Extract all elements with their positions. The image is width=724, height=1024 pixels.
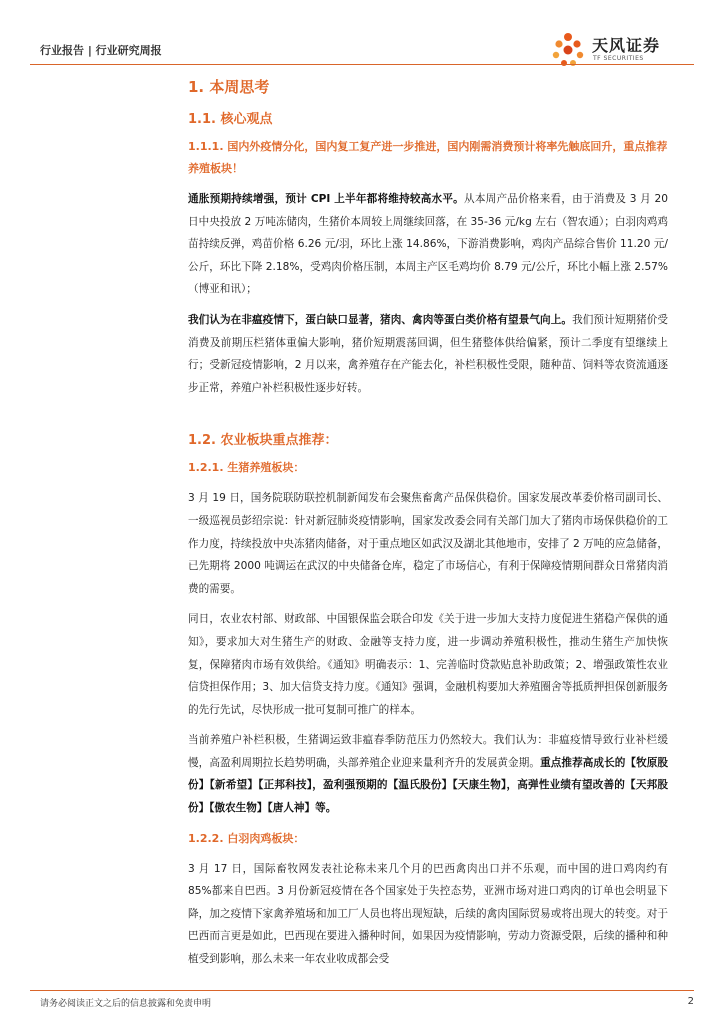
page-header xyxy=(40,30,690,64)
section-title-key-recommendations: 1.2. 农业板块重点推荐： xyxy=(188,433,338,449)
paragraph-inflation-lead: 通胀预期持续增强，预计 CPI 上半年都将维持较高水平。 xyxy=(188,193,464,205)
paragraph-brazil-exports: 3 月 17 日，国际畜牧网发表社论称未来几个月的巴西禽肉出口并不乐观，而中国的进口鸡肉约有 85%都来自巴西。3 月份新冠疫情在各个国家处于失控态势，亚洲市场对进口鸡肉的订单也会明显下降，加之疫情下家禽养殖场和加工厂人员也将出现短缺，后续的禽肉国际贸易或将出现大的转变。对于巴西而言更是如此，巴西现在要进入播种时间，如果因为疫情影响，劳动力资源受限，后续的播种和种植受到影响，那么未来一年农业收成都会受 xyxy=(188,862,668,966)
subsection-title-broiler: 1.2.2. 白羽肉鸡板块： xyxy=(188,831,305,845)
paragraph-recommendations-stocks: 重点推荐高成长的【牧原股份】【新希望】【正邦科技】，盈利强预期的【温氏股份】【天康生物】，高弹性业绩有望改善的【天邦股份】【傲农生物】【唐人神】等。 xyxy=(188,756,669,815)
section-title-core-views: 1.1. 核心观点 xyxy=(188,112,273,127)
section-title-weekly-thoughts: 1. 本周思考 xyxy=(188,78,270,96)
main-content xyxy=(188,70,668,971)
paragraph-recommendations-body: 当前养殖户补栏积极，生猪调运致非瘟春季防范压力仍然较大。我们认为：非瘟疫情导致行业补栏缓慢，高盈利周期拉长趋势明确，头部养殖企业迎来量利齐升的发展黄金期。 xyxy=(188,734,668,769)
paragraph-inflation-body: 从本周产品价格来看，由于消费及 3 月 20 日中央投放 2 万吨冻储肉，生猪价本周较上周继续回落，在 35-36 元/kg 左右（智农通）；白羽肉鸡鸡苗持续反弹，鸡苗价格 6.26 元/羽，环比上涨 14.86%，下游消费影响，鸡肉产品综合售价 11.20 元/公斤，环比下降 2.18%，受鸡肉价格压制，本周主产区毛鸡均价 8.79 元/公斤，环比小幅上涨 2.57%（博亚和讯）； xyxy=(188,193,668,296)
page-number: 2 xyxy=(687,996,694,1007)
paragraph-recommendations xyxy=(188,729,668,819)
paragraph-ministry-notice: 同日，农业农村部、财政部、中国银保监会联合印发《关于进一步加大支持力度促进生猪稳产保供的通知》，要求加大对生猪生产的财政、金融等支持力度，进一步调动养殖积极性，推动生猪生产加快恢复，保障猪肉市场有效供给。《通知》明确表示：1、完善临时贷款贴息补助政策；2、增强政策性农业信贷担保作用；3、加大信贷支持力度。《通知》强调，金融机构要加大养殖圈舍等抵质押担保创新服务的先行先试，尽快形成一批可复制可推广的样本。 xyxy=(188,613,668,716)
footer-disclaimer: 请务必阅读正文之后的信息披露和免责申明 xyxy=(40,999,212,1009)
paragraph-protein-gap xyxy=(188,309,668,399)
subsection-title-epidemic-divergence: 1.1.1. 国内外疫情分化，国内复工复产进一步推进，国内刚需消费预计将率先触底回升，重点推荐养殖板块！ xyxy=(188,140,668,175)
subsection-title-hog-farming: 1.2.1. 生猪养殖板块： xyxy=(188,461,305,475)
paragraph-protein-gap-body: 我们预计短期猪价受消费及前期压栏猪体重偏大影响，猪价短期震荡回调，但生猪整体供给偏紧，预计二季度有望继续上行；受新冠疫情影响，2 月以来，禽养殖存在产能去化，补栏积极性受限，随种苗、饲料等农资流通逐步正常，养殖户补栏积极性逐步好转。 xyxy=(188,313,669,394)
logo-chinese-name: 天风证券 xyxy=(592,36,661,55)
paragraph-inflation xyxy=(188,188,668,301)
logo-english-name: TF SECURITIES xyxy=(593,55,644,62)
paragraph-protein-gap-lead: 我们认为在非瘟疫情下，蛋白缺口显著，猪肉、禽肉等蛋白类价格有望景气向上。 xyxy=(188,313,573,326)
footer-divider xyxy=(30,990,694,991)
report-breadcrumb: 行业报告 | 行业研究周报 xyxy=(40,44,162,57)
paragraph-state-council: 3 月 19 日，国务院联防联控机制新闻发布会聚焦畜禽产品保供稳价。国家发展改革委价格司副司长、一级巡视员彭绍宗说：针对新冠肺炎疫情影响，国家发改委会同有关部门加大了猪肉市场保供稳价的工作力度，持续投放中央冻猪肉储备，对于重点地区如武汉及湖北其他地市，安排了 2 万吨的应急储备，已先期将 2000 吨调运在武汉的中央储备仓库，稳定了市场信心，有利于保障疫情期间群众日常猪肉消费的需要。 xyxy=(188,492,668,595)
header-divider xyxy=(30,64,694,65)
